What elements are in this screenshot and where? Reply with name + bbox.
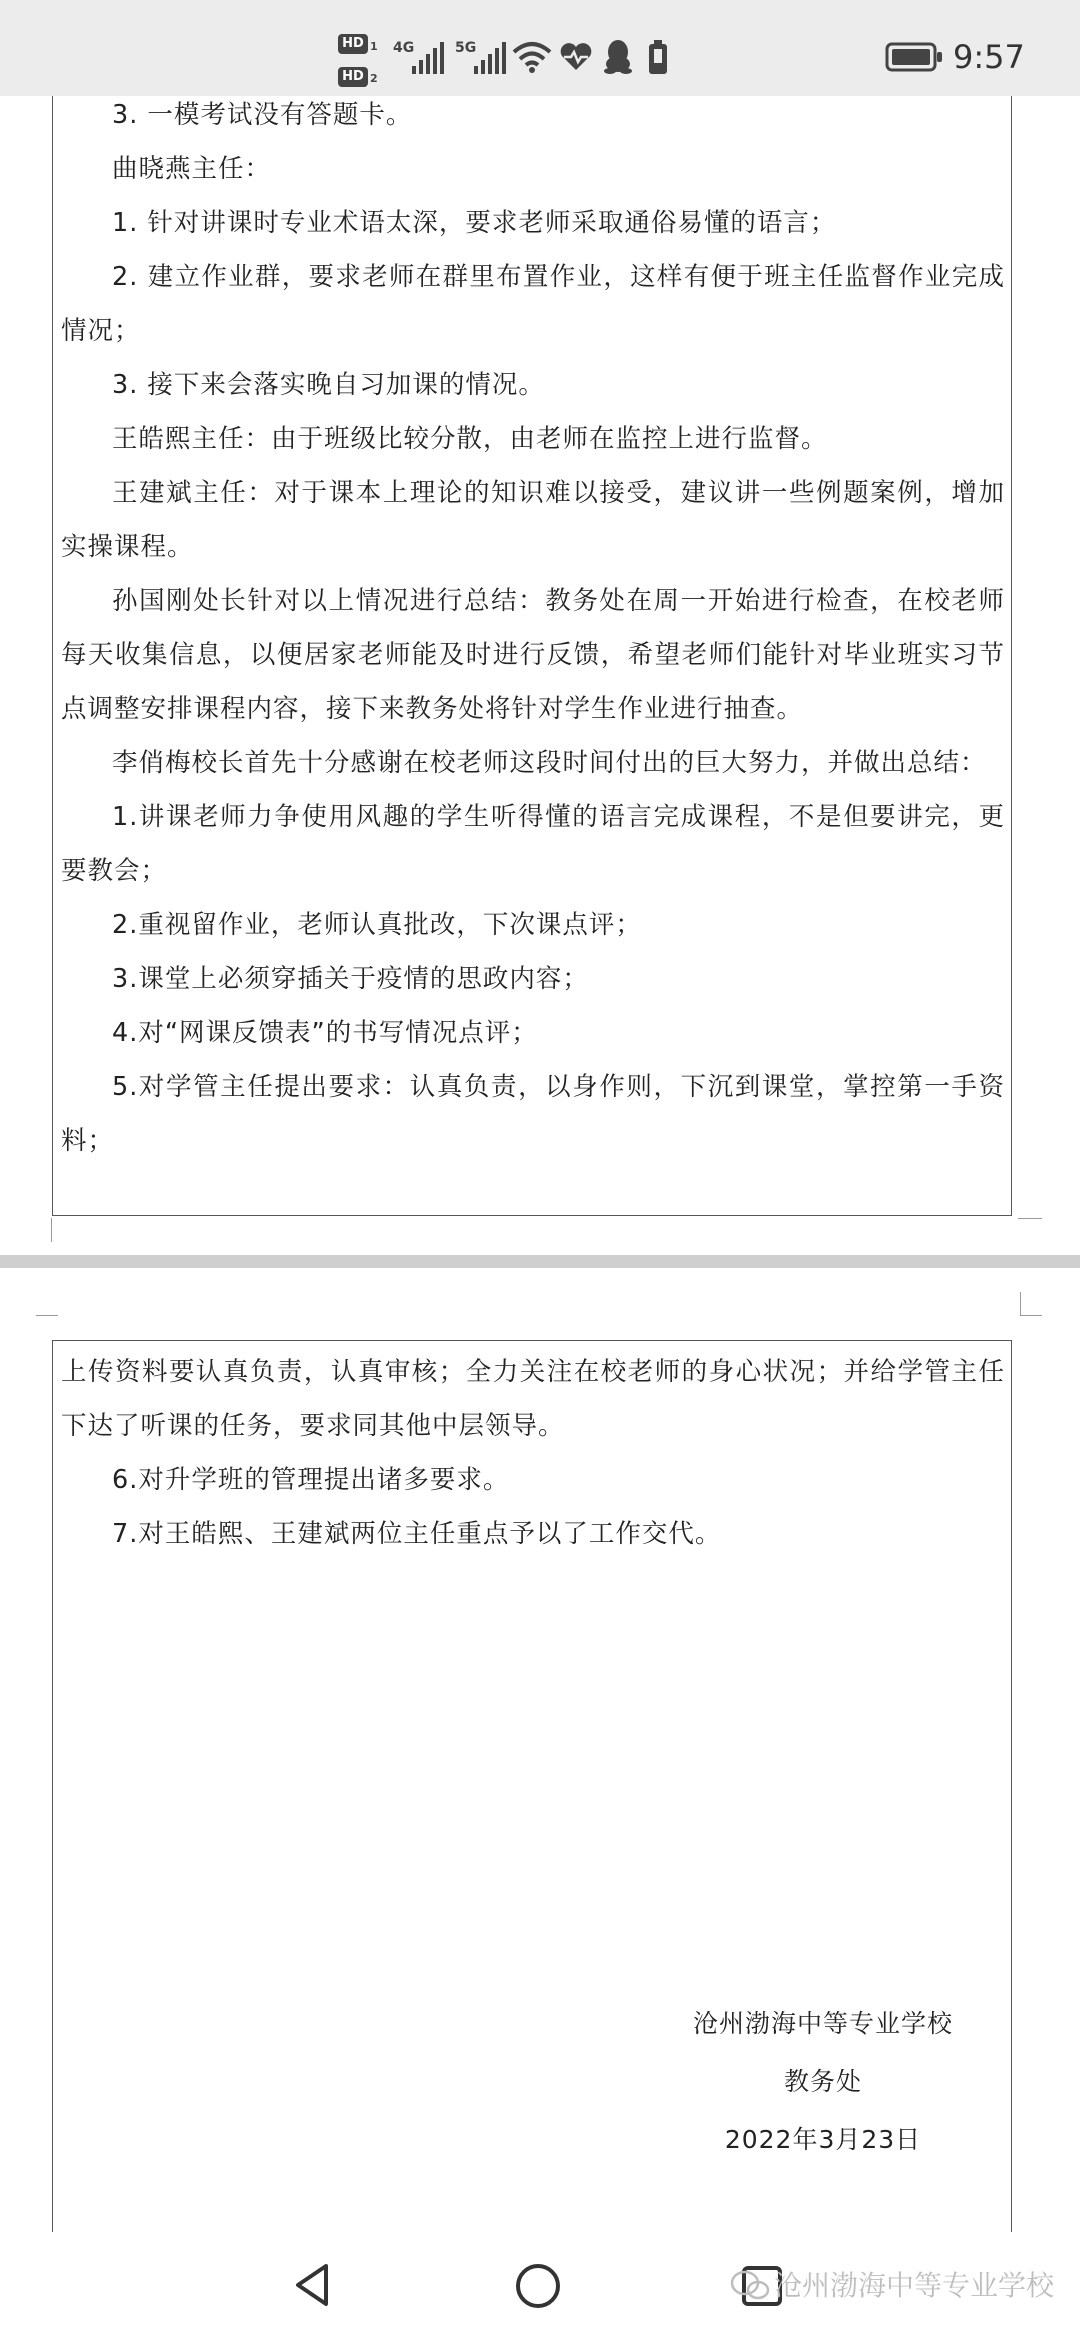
document-paragraph: 2. 建立作业群，要求老师在群里布置作业，这样有便于班主任监督作业完成情况； — [61, 262, 1005, 346]
page-separator — [0, 1255, 1080, 1268]
page-2-body — [61, 1345, 1005, 1561]
battery-icon — [885, 42, 943, 72]
document-page-2 — [52, 1340, 1012, 2232]
document-paragraph: 曲晓燕主任： — [112, 154, 272, 184]
document-paragraph: 7.对王皓熙、王建斌两位主任重点予以了工作交代。 — [112, 1519, 722, 1549]
document-paragraph: 1.讲课老师力争使用风趣的学生听得懂的语言完成课程，不是但要讲完，更要教会； — [61, 802, 1005, 886]
hd-sub-sim1: 1 — [370, 40, 378, 53]
document-paragraph: 5.对学管主任提出要求：认真负责，以身作则，下沉到课堂，掌控第一手资料； — [61, 1072, 1005, 1156]
hd-sub-sim2: 2 — [370, 72, 378, 85]
document-paragraph: 6.对升学班的管理提出诸多要求。 — [112, 1465, 510, 1495]
document-paragraph: 3. 接下来会落实晚自习加课的情况。 — [112, 370, 545, 400]
document-paragraph: 3.课堂上必须穿插关于疫情的思政内容； — [112, 964, 589, 994]
document-paragraph: 王皓熙主任：由于班级比较分散，由老师在监控上进行监督。 — [112, 424, 828, 454]
network-label-sim1: 4G — [393, 40, 415, 56]
clock: 9:57 — [953, 38, 1025, 76]
wifi-icon — [512, 40, 552, 74]
heart-pulse-icon — [558, 42, 594, 72]
status-bar — [0, 0, 1080, 96]
home-icon[interactable] — [514, 2262, 562, 2310]
document-paragraph: 1. 针对讲课时专业术语太深，要求老师采取通俗易懂的语言； — [112, 208, 837, 238]
hd-badge-sim2: HD — [338, 67, 368, 87]
network-label-sim2: 5G — [455, 40, 477, 56]
hd-badge-sim1: HD — [338, 34, 368, 54]
signal-icon — [408, 40, 444, 76]
signature-block — [653, 1995, 993, 2169]
crop-mark — [36, 1292, 58, 1316]
document-viewer[interactable] — [0, 96, 1080, 2232]
signature-school: 沧州渤海中等专业学校 — [692, 2009, 953, 2038]
document-paragraph: 王建斌主任：对于课本上理论的知识难以接受，建议讲一些例题案例，增加实操课程。 — [61, 478, 1005, 562]
back-icon[interactable] — [292, 2262, 332, 2308]
document-paragraph: 上传资料要认真负责，认真审核；全力关注在校老师的身心状况；并给学管主任下达了听课的任务，要求同其他中层领导。 — [61, 1357, 1005, 1441]
document-paragraph: 孙国刚处长针对以上情况进行总结：教务处在周一开始进行检查，在校老师每天收集信息，以便居家老师能及时进行反馈，希望老师们能针对毕业班实习节点调整安排课程内容，接下来教务处将针对学生作业进行抽查。 — [61, 586, 1005, 724]
document-page-1 — [52, 96, 1012, 1216]
qq-icon — [602, 38, 634, 74]
document-paragraph: 3. 一模考试没有答题卡。 — [112, 100, 413, 130]
signature-date: 2022年3月23日 — [724, 2125, 922, 2154]
document-paragraph: 4.对“网课反馈表”的书写情况点评； — [112, 1018, 538, 1048]
page-1-body — [61, 88, 1005, 1168]
watermark-text: 沧州渤海中等专业学校 — [774, 2269, 1055, 2302]
document-paragraph: 2.重视留作业，老师认真批改，下次课点评； — [112, 910, 642, 940]
battery-small-icon — [648, 40, 668, 74]
signal-icon — [470, 40, 506, 76]
crop-mark — [1018, 1218, 1042, 1242]
document-paragraph: 李俏梅校长首先十分感谢在校老师这段时间付出的巨大努力，并做出总结： — [112, 748, 987, 778]
signature-department: 教务处 — [783, 2067, 862, 2096]
crop-mark — [1020, 1292, 1042, 1316]
wechat-icon — [730, 2270, 770, 2302]
crop-mark — [28, 1218, 52, 1242]
